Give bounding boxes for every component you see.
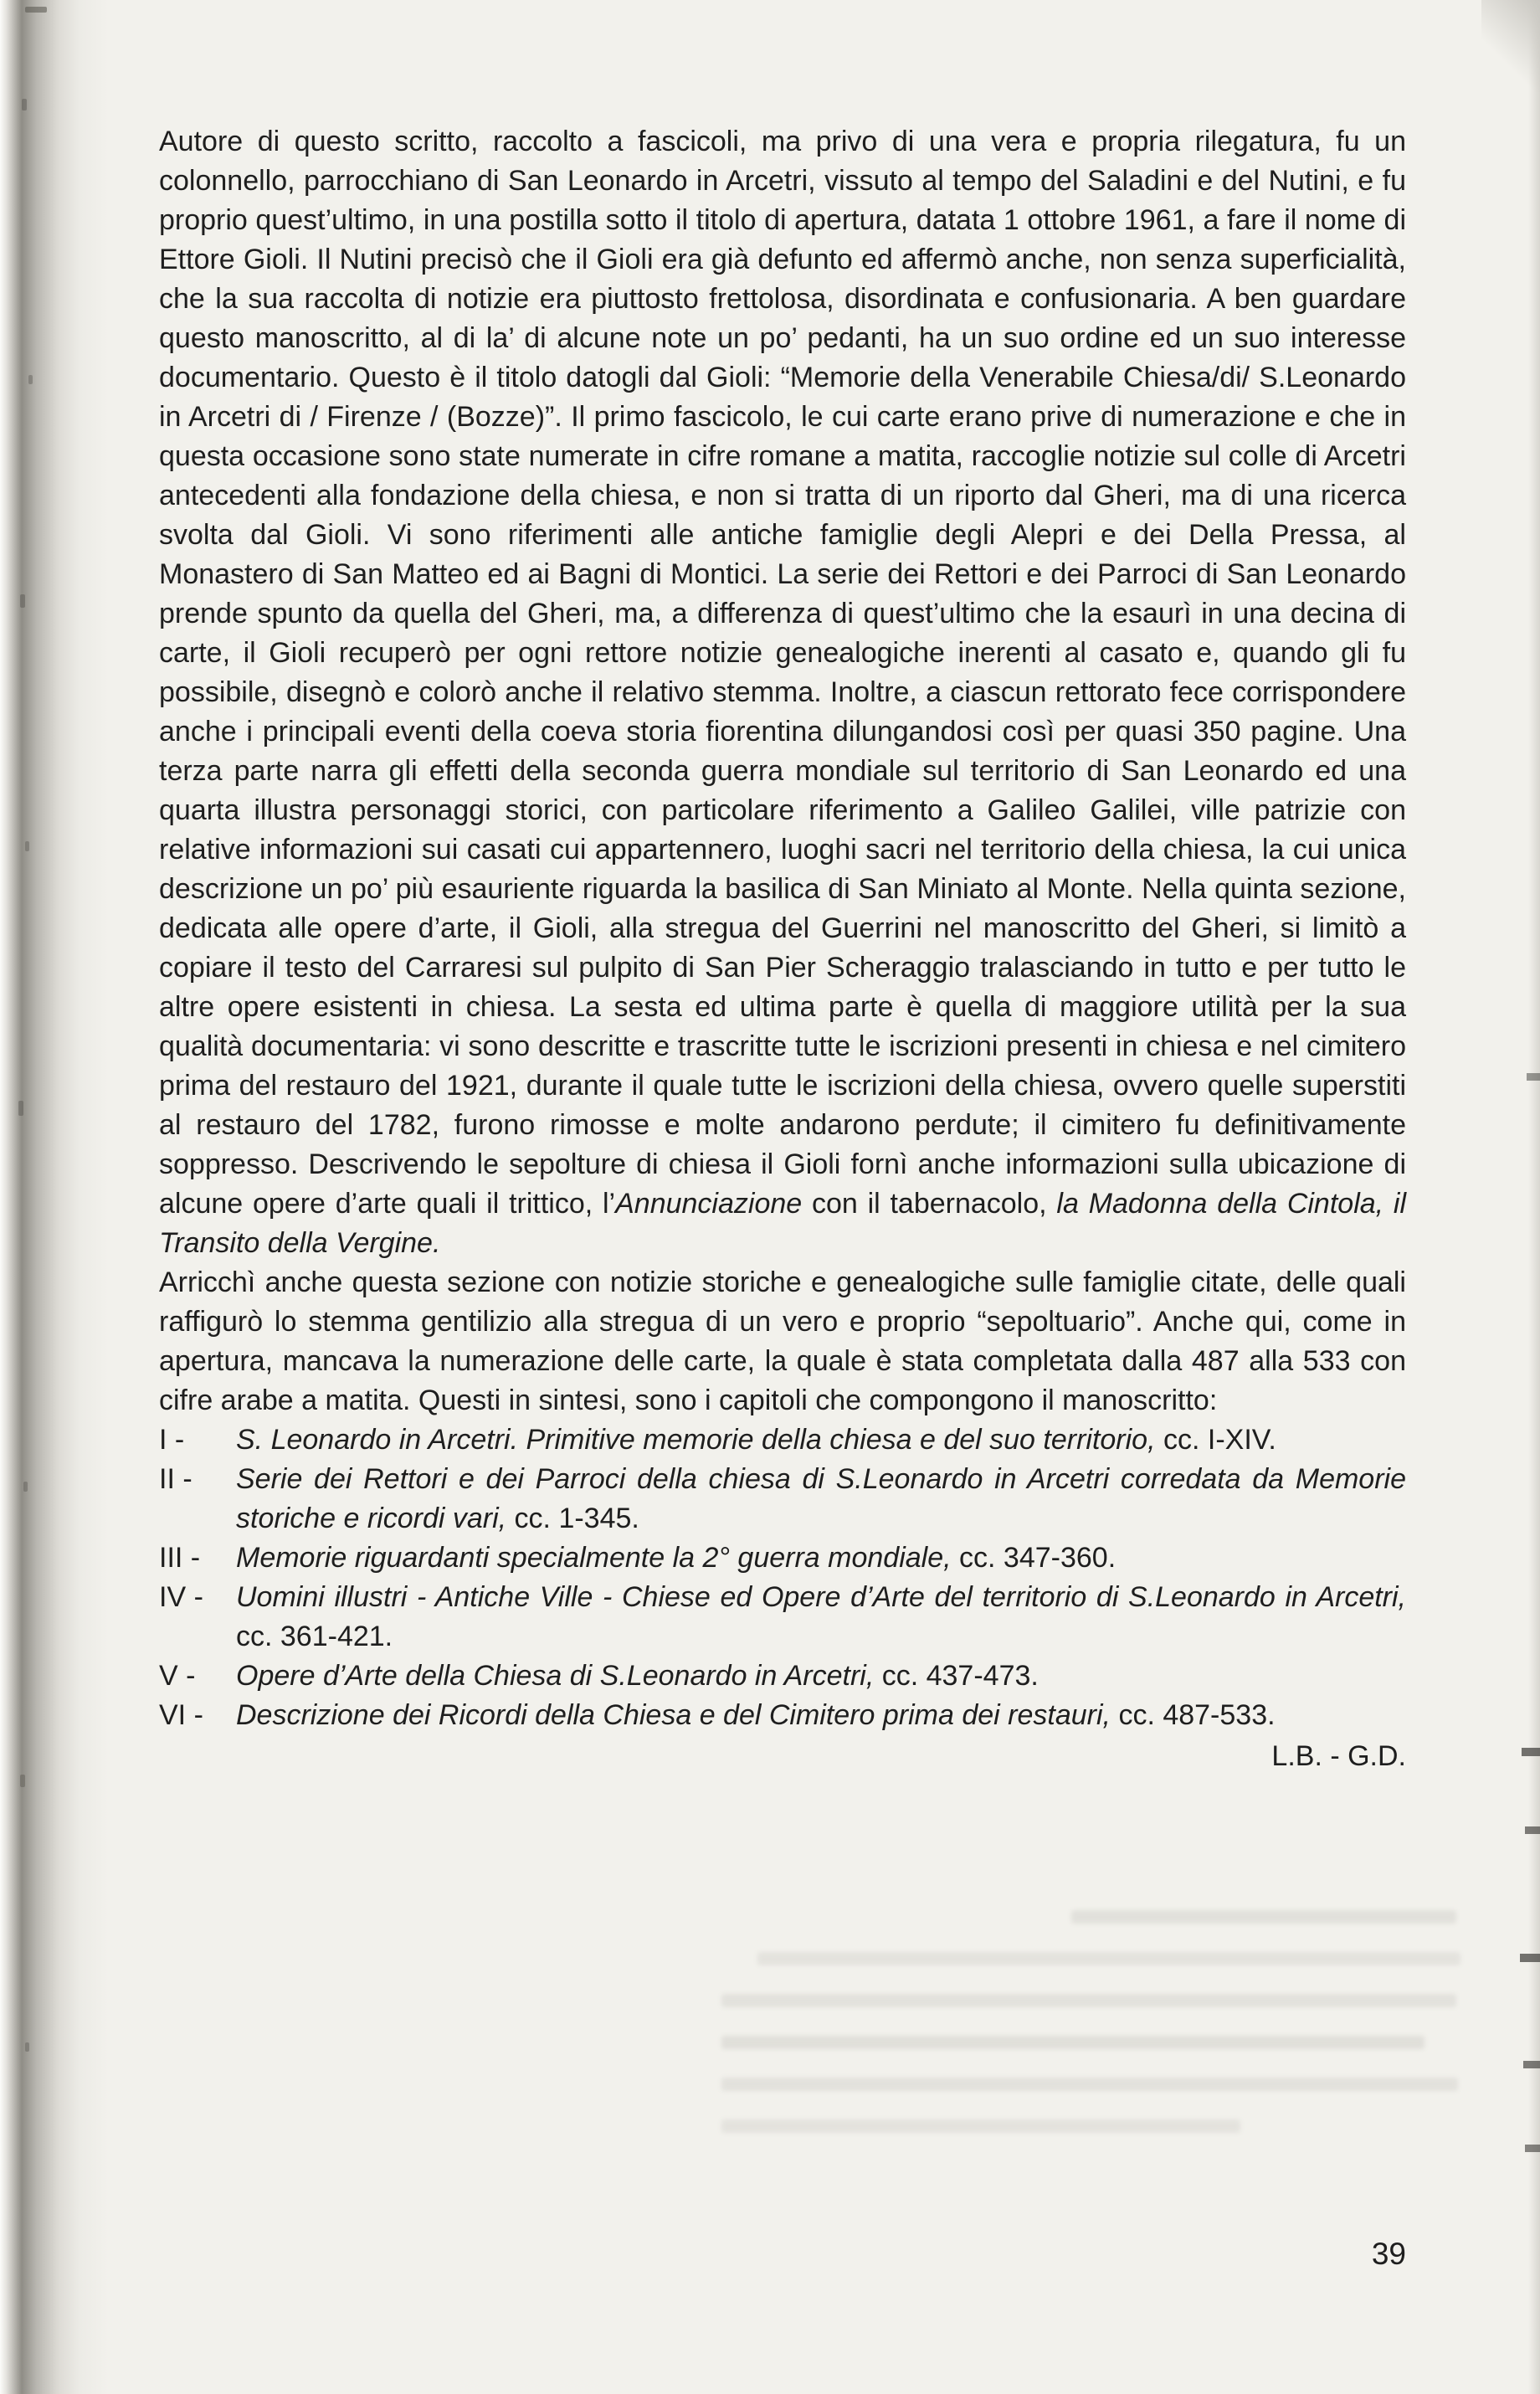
chapter-numeral: V - — [159, 1660, 196, 1692]
scan-speck — [22, 99, 27, 110]
page-number: 39 — [1371, 2237, 1406, 2271]
page-right-edge — [1528, 0, 1540, 2394]
chapter-item — [159, 1460, 1406, 1539]
scan-edge-mark — [1527, 1073, 1540, 1081]
chapter-title: Opere d’Arte della Chiesa di S.Leonardo in Arcetri, — [236, 1660, 882, 1692]
chapter-numeral: II - — [159, 1463, 192, 1495]
page-content — [159, 122, 1406, 1776]
chapter-title: Uomini illustri - Antiche Ville - Chiese ed Opere d’Arte del territorio di S.Leonardo in Arcetri, — [236, 1581, 1406, 1613]
paragraph-main — [159, 122, 1406, 1263]
scan-speck — [25, 2042, 29, 2052]
chapter-item — [159, 1539, 1406, 1578]
scan-speck — [20, 594, 25, 608]
body-text-italic: la Madonna della Cintola, il Transito della Vergine. — [159, 1188, 1407, 1259]
scan-edge-mark — [1525, 2145, 1540, 2152]
chapter-numeral: IV - — [159, 1581, 203, 1613]
chapter-pages: cc. 437-473. — [881, 1660, 1039, 1692]
scan-speck — [28, 375, 33, 384]
body-text: Autore di questo scritto, raccolto a fascicoli, ma privo di una vera e propria rilegatura, fu un colonnello, parrocchiano di San Leonardo in Arcetri, vissuto al tempo del Saladini e del Nutini, e fu proprio quest’ultimo, in una postilla sotto il titolo di apertura, datata 1 ottobre 1961, a fare il nome di Ettore Gioli. Il Nutini precisò che il Gioli era già defunto ed affermò anche, non senza superficialità, che la sua raccolta di notizie era piuttosto frettolosa, disordinata e confusionaria. A ben guardare questo manoscritto, al di la’ di alcune note un po’ pedanti, ha un suo ordine ed un suo interesse documentario. Questo è il titolo datogli dal Gioli: “Memorie della Venerabile Chiesa/di/ S.Leonardo in Arcetri di / Firenze / (Bozze)”. Il primo fascicolo, le cui carte erano prive di numerazione e che in questa occasione sono state numerate in cifre romane a matita, raccoglie notizie sul colle di Arcetri antecedenti alla fondazione della chiesa, e non si tratta di un riporto dal Gheri, ma di una ricerca svolta dal Gioli. Vi sono riferimenti alle antiche famiglie degli Alepri e dei Della Pressa, al Monastero di San Matteo ed ai Bagni di Montici. La serie dei Rettori e dei Parroci di San Leonardo prende spunto da quella del Gheri, ma, a differenza di quest’ultimo che la esaurì in una decina di carte, il Gioli recuperò per ogni rettore notizie genealogiche inerenti al casato e, quando gli fu possibile, disegnò e colorò anche il relativo stemma. Inoltre, a ciascun rettorato fece corrispondere anche i principali eventi della coeva storia fiorentina dilungandosi così per quasi 350 pagine. Una terza parte narra gli effetti della seconda guerra mondiale sul territorio di San Leonardo ed una quarta illustra personaggi storici, con particolare riferimento a Galileo Galilei, ville patrizie con relative informazioni sui casati cui appartennero, luoghi sacri nel territorio della chiesa, la cui unica descrizione un po’ più esauriente riguarda la basilica di San Miniato al Monte. Nella quinta sezione, dedicata alle opere d’arte, il Gioli, alla stregua del Guerrini nel manoscritto del Gheri, si limitò a copiare il testo del Carraresi sul pulpito di San Pier Scheraggio tralasciando in tutto e per tutto le altre opere esistenti in chiesa. La sesta ed ultima parte è quella di maggiore utilità per la sua qualità documentaria: vi sono descritte e trascritte tutte le iscrizioni presenti in chiesa e nel cimitero prima del restauro del 1921, durante il quale tutte le iscrizioni della chiesa, ovvero quelle superstiti al restauro del 1782, furono rimosse e molte andarono perdute; il cimitero fu definitivamente soppresso. Descrivendo le sepolture di chiesa il Gioli fornì anche informazioni sulla ubicazione di alcune opere d’arte quali il trittico, l’ — [159, 126, 1406, 1220]
chapter-numeral: I - — [159, 1424, 185, 1456]
chapter-item — [159, 1696, 1406, 1735]
body-text: con il tabernacolo, — [802, 1188, 1057, 1220]
ghost-line — [721, 2036, 1424, 2049]
body-text-italic: Annunciazione — [615, 1188, 803, 1220]
chapter-title: Memorie riguardanti specialmente la 2° guerra mondiale, — [236, 1542, 960, 1574]
chapter-numeral: VI - — [159, 1699, 203, 1731]
chapter-numeral: III - — [159, 1542, 201, 1574]
chapter-title: S. Leonardo in Arcetri. Primitive memorie della chiesa e del suo territorio, — [236, 1424, 1163, 1456]
book-gutter-shadow — [0, 0, 109, 2394]
ghost-line — [721, 1994, 1456, 2007]
chapter-item — [159, 1578, 1406, 1657]
chapter-pages: cc. 487-533. — [1118, 1699, 1276, 1731]
scan-speck — [23, 1482, 28, 1492]
chapter-pages: cc. 347-360. — [959, 1542, 1116, 1574]
chapter-title: Serie dei Rettori e dei Parroci della chiesa di S.Leonardo in Arcetri corredata da Memorie storiche e ricordi vari, — [236, 1463, 1406, 1534]
scan-edge-mark — [1525, 1826, 1540, 1834]
scan-edge-mark — [1522, 1748, 1540, 1756]
chapter-list — [159, 1420, 1406, 1735]
chapter-pages: cc. 361-421. — [236, 1621, 393, 1652]
scan-speck — [25, 7, 47, 13]
chapter-title: Descrizione dei Ricordi della Chiesa e del Cimitero prima dei restauri, — [236, 1699, 1119, 1731]
scan-speck — [18, 1101, 23, 1116]
ghost-line — [757, 1952, 1460, 1965]
authors-initials: L.B. - G.D. — [1271, 1740, 1406, 1772]
scan-edge-mark — [1520, 1954, 1540, 1962]
scan-edge-mark — [1523, 2061, 1540, 2068]
scan-speck — [20, 1775, 25, 1787]
ghost-line — [721, 2078, 1458, 2091]
chapter-item — [159, 1420, 1406, 1460]
chapter-pages: cc. 1-345. — [514, 1503, 639, 1534]
ghost-line — [721, 2119, 1240, 2133]
ghost-line — [1071, 1910, 1456, 1924]
scan-speck — [25, 841, 29, 851]
chapter-item — [159, 1657, 1406, 1696]
paragraph-secondary: Arricchì anche questa sezione con notizie storiche e genealogiche sulle famiglie citate, delle quali raffigurò lo stemma gentilizio alla stregua di un vero e proprio “sepoltuario”. Anche qui, come in apertura, mancava la numerazione delle carte, la quale è stata completata dalla 487 alla 533 con cifre arabe a matita. Questi in sintesi, sono i capitoli che compongono il manoscritto: — [159, 1266, 1406, 1416]
chapter-pages: cc. I-XIV. — [1163, 1424, 1276, 1456]
top-right-corner-shade — [1481, 0, 1540, 92]
